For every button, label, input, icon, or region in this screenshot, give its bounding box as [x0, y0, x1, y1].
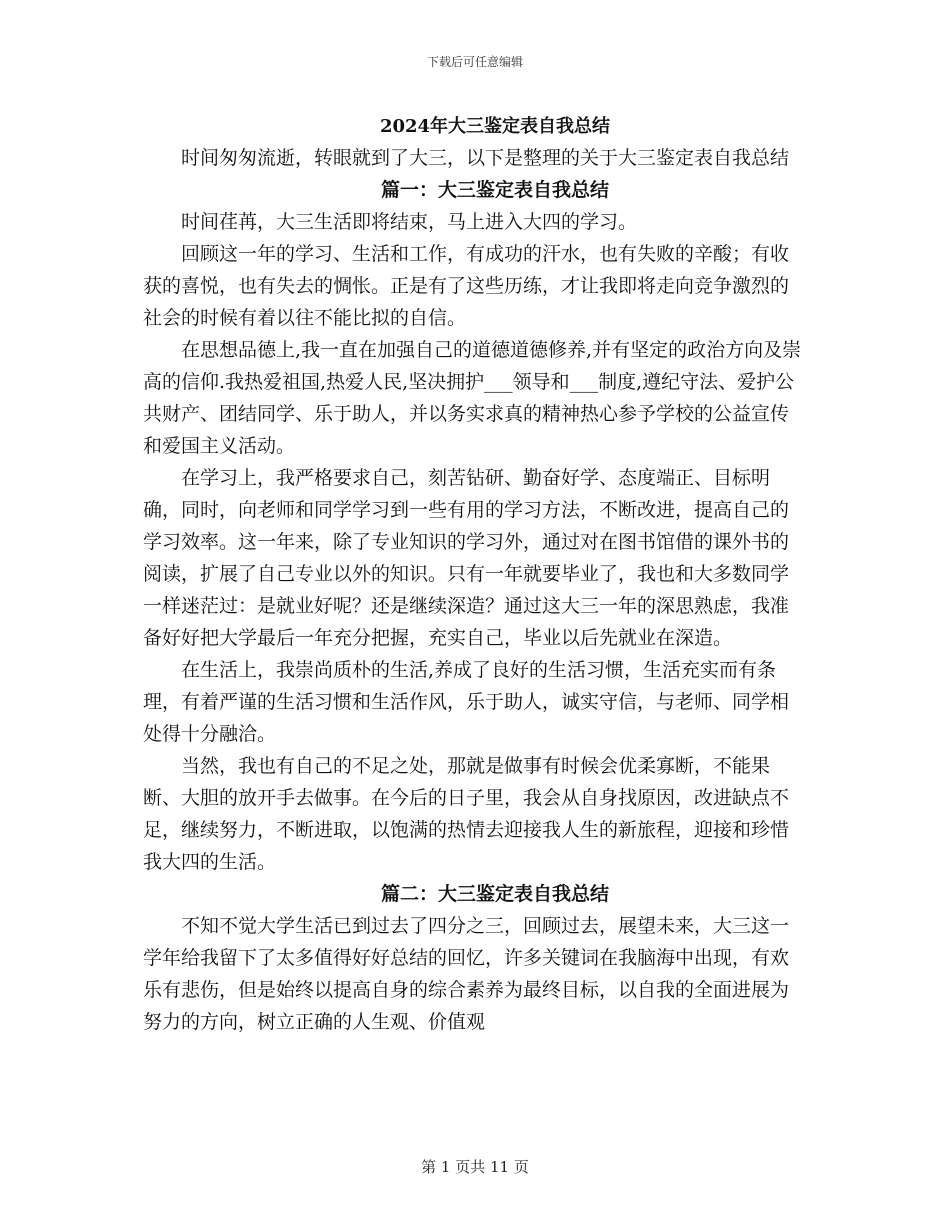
section-heading-2: 篇二：大三鉴定表自我总结: [380, 883, 609, 905]
document-title: 2024年大三鉴定表自我总结: [379, 116, 611, 137]
paragraph: 在生活上，我崇尚质朴的生活,养成了良好的生活习惯，生活充实而有条理，有着严谨的生活习惯和生活作风，乐于助人，诚实守信，与老师、同学相处得十分融洽。: [143, 659, 790, 745]
paragraph: 在思想品德上,我一直在加强自己的道德道德修养,并有坚定的政治方向及崇高的信仰.我热爱祖国,热爱人民,坚决拥护___领导和___制度,遵纪守法、爱护公共财产、团结同学、乐于助人，并以务实求真的精神热心参予学校的公益宣传和爱国主义活动。: [143, 339, 802, 457]
intro-paragraph: 时间匆匆流逝，转眼就到了大三，以下是整理的关于大三鉴定表自我总结: [181, 147, 790, 169]
paragraph: 在学习上，我严格要求自己，刻苦钻研、勤奋好学、态度端正、目标明确，同时，向老师和同学学习到一些有用的学习方法，不断改进，提高自己的学习效率。这一年来，除了专业知识的学习外，通过对在图书馆借的课外书的阅读，扩展了自己专业以外的知识。只有一年就要毕业了，我也和大多数同学一样迷茫过：是就业好呢？还是继续深造？通过这大三一年的深思熟虑，我准备好好把大学最后一年充分把握，充实自己，毕业以后先就业在深造。: [143, 467, 790, 649]
page-footer: 第 1 页共 11 页: [421, 1158, 529, 1176]
page-header: 下载后可任意编辑: [426, 55, 523, 69]
paragraph: 时间荏苒，大三生活即将结束，马上进入大四的学习。: [181, 211, 638, 233]
section-heading-1: 篇一：大三鉴定表自我总结: [380, 179, 609, 201]
paragraph: 回顾这一年的学习、生活和工作，有成功的汗水，也有失败的辛酸；有收获的喜悦，也有失去的惆怅。正是有了这些历练，才让我即将走向竞争激烈的社会的时候有着以往不能比拟的自信。: [143, 243, 790, 329]
document-body: [143, 112, 807, 1038]
paragraph: 当然，我也有自己的不足之处，那就是做事有时候会优柔寡断，不能果断、大胆的放开手去做事。在今后的日子里，我会从自身找原因，改进缺点不足，继续努力，不断进取，以饱满的热情去迎接我人生的新旅程，迎接和珍惜我大四的生活。: [143, 755, 790, 873]
paragraph: 不知不觉大学生活已到过去了四分之三，回顾过去，展望未来，大三这一学年给我留下了太多值得好好总结的回忆，许多关键词在我脑海中出现，有欢乐有悲伤，但是始终以提高自身的综合素养为最终目标，以自我的全面进展为努力的方向，树立正确的人生观、价值观: [143, 915, 790, 1033]
